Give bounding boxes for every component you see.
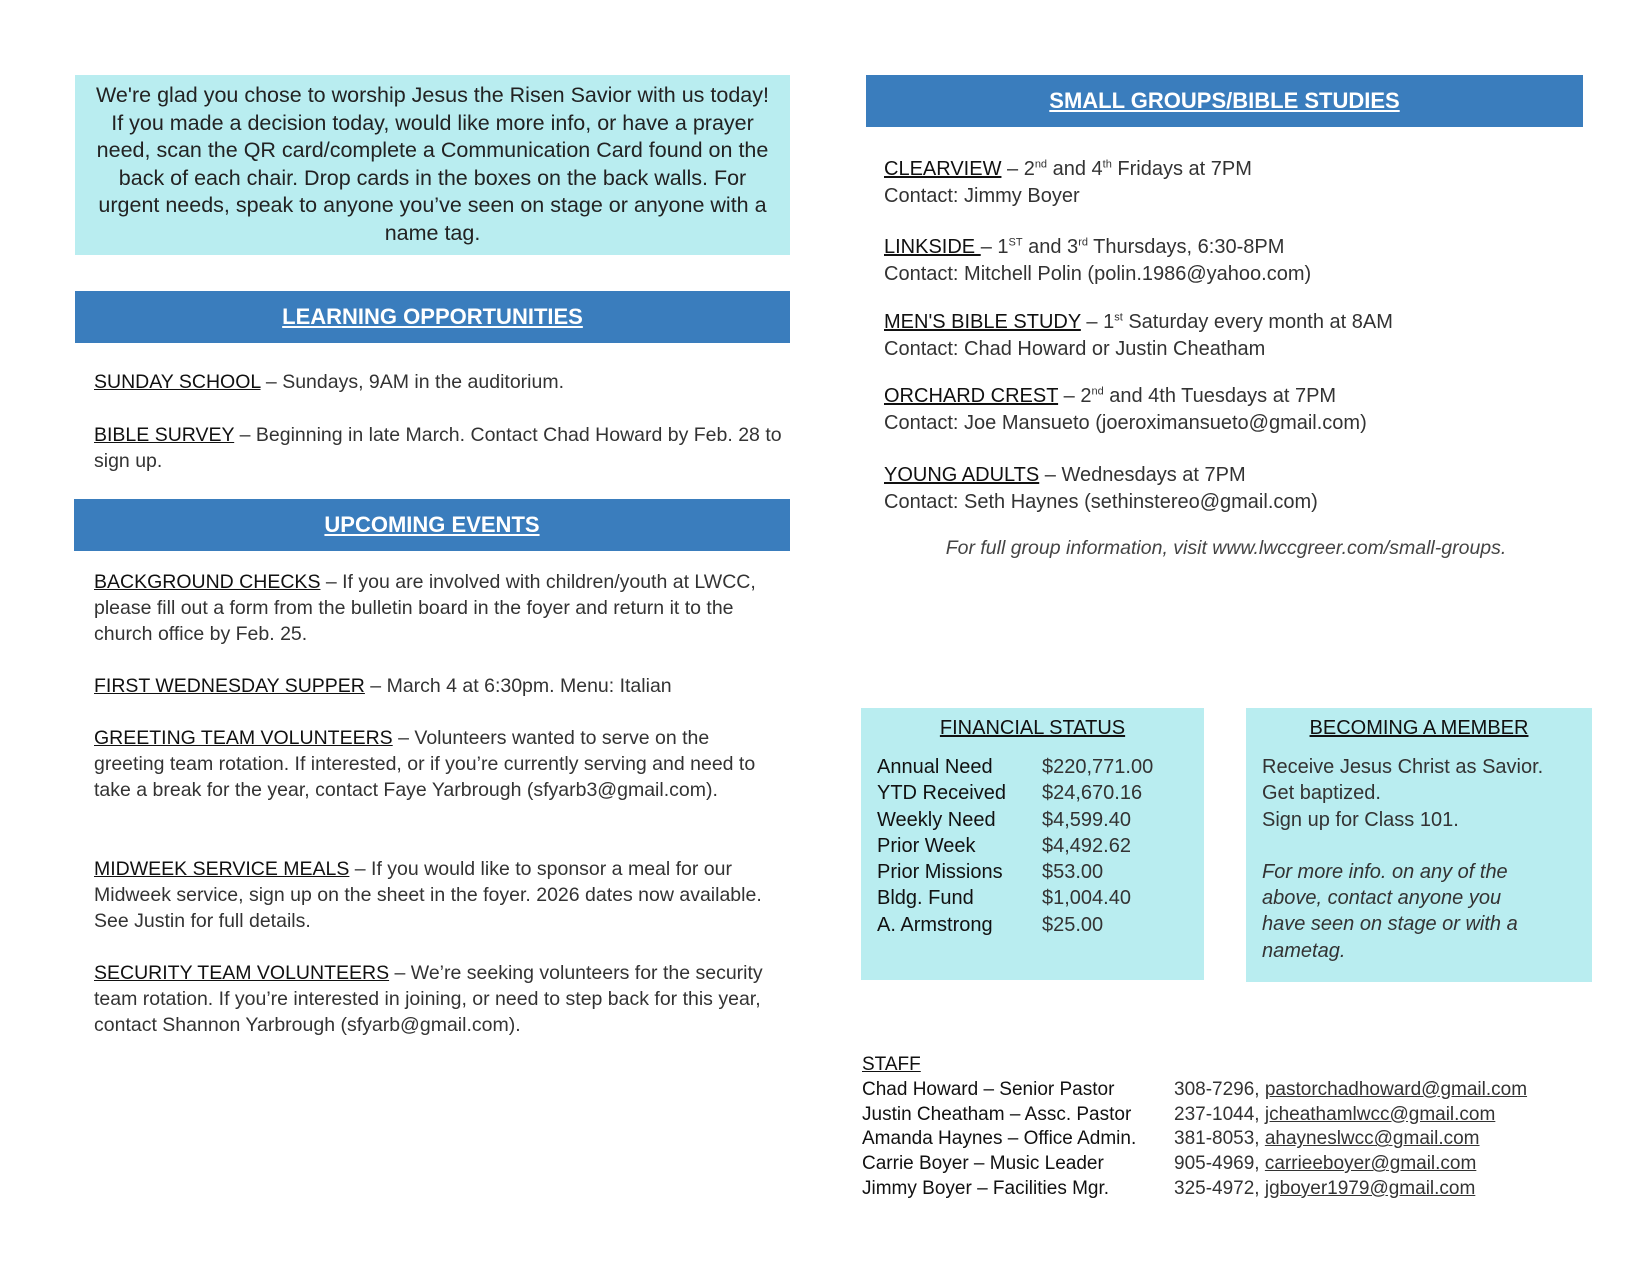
financial-value: $25.00 (1042, 913, 1104, 936)
financial-status-box (861, 708, 1204, 980)
item-label: MIDWEEK SERVICE MEALS (94, 858, 350, 880)
item-text: – Volunteers wanted to serve on the greeting team rotation. If interested, or if you’re currently serving and need to take a break for the year, contact Faye Yarbrough (sfyarb3@gmail.com). (94, 727, 756, 801)
learning-item-sunday-school (94, 369, 784, 395)
item-text: – Sundays, 9AM in the auditorium. (260, 371, 565, 393)
financial-row (877, 833, 1204, 859)
event-midweek-meals (94, 856, 784, 934)
item-text: – If you would like to sponsor a meal for our Midweek service, sign up on the sheet in the foyer. 2026 dates now available. See Justin for full details. (94, 858, 762, 932)
learning-header (75, 291, 790, 343)
group-contact: Contact: Seth Haynes (sethinstereo@gmail.com) (884, 490, 1318, 513)
ordinal-sup: th (1102, 158, 1112, 171)
welcome-text: We're glad you chose to worship Jesus the Risen Savior with us today! If you made a decision today, would like more info, or have a prayer need, scan the QR card/complete a Communication Card found on the back of each chair. Drop cards in the boxes on the back walls. For urgent needs, speak to anyone you’ve seen on stage or anyone with a name tag. (96, 83, 769, 245)
staff-contact (1174, 1078, 1527, 1103)
financial-value: $4,492.62 (1042, 834, 1131, 857)
item-text: – We’re seeking volunteers for the security team rotation. If you’re interested in joining, or need to step back for this year, contact Shannon Yarbrough (sfyarb@gmail.com). (94, 962, 763, 1036)
staff-phone: 308-7296, (1174, 1078, 1265, 1100)
group-clearview (884, 156, 1584, 209)
financial-title: FINANCIAL STATUS (939, 717, 1126, 739)
group-line (884, 309, 1584, 336)
membership-note: For more info. on any of the above, contact anyone you have seen on stage or with a nametag. (1262, 860, 1518, 962)
group-schedule: – 1 (980, 236, 1009, 258)
item-label: BACKGROUND CHECKS (94, 571, 321, 593)
small-groups-header (866, 75, 1583, 127)
group-schedule: and 4 (1047, 158, 1103, 180)
financial-value: $4,599.40 (1042, 808, 1131, 831)
group-line (884, 156, 1584, 183)
group-linkside (884, 234, 1584, 287)
group-contact: Contact: Chad Howard or Justin Cheatham (884, 337, 1266, 360)
group-schedule: – 1 (1080, 311, 1115, 333)
financial-label: Prior Week (877, 834, 976, 857)
group-orchard-crest (884, 383, 1584, 436)
staff-name: Carrie Boyer – Music Leader (862, 1153, 1104, 1175)
financial-label: YTD Received (877, 782, 1006, 805)
ordinal-sup: st (1114, 311, 1123, 324)
staff-contact (1174, 1177, 1475, 1202)
membership-step: Receive Jesus Christ as Savior. (1262, 756, 1544, 778)
group-schedule: Saturday every month at 8AM (1122, 311, 1393, 333)
staff-contact (1174, 1152, 1476, 1177)
staff-row (862, 1103, 1602, 1128)
ordinal-sup: ST (1008, 236, 1023, 249)
event-security-team (94, 960, 784, 1038)
staff-name: Jimmy Boyer – Facilities Mgr. (862, 1177, 1110, 1199)
financial-row (877, 859, 1204, 885)
staff-name: Amanda Haynes – Office Admin. (862, 1128, 1137, 1150)
financial-label: Bldg. Fund (877, 887, 974, 910)
item-label: SUNDAY SCHOOL (94, 371, 261, 393)
membership-step: Get baptized. (1262, 782, 1381, 805)
item-label: FIRST WEDNESDAY SUPPER (94, 675, 365, 697)
staff-phone: 381-8053, (1174, 1128, 1265, 1150)
financial-row (877, 807, 1204, 833)
group-label: MEN'S BIBLE STUDY (884, 311, 1081, 333)
staff-phone: 325-4972, (1174, 1177, 1265, 1199)
financial-row (877, 885, 1204, 911)
item-label: GREETING TEAM VOLUNTEERS (94, 727, 393, 749)
staff-row (862, 1152, 1602, 1177)
staff-row (862, 1127, 1602, 1152)
events-title: UPCOMING EVENTS (324, 512, 540, 537)
group-contact: Contact: Mitchell Polin (polin.1986@yahoo.com) (884, 262, 1312, 285)
group-line (884, 462, 1584, 489)
staff-contact (1174, 1127, 1480, 1152)
staff-email-link[interactable]: carrieeboyer@gmail.com (1264, 1153, 1477, 1175)
financial-value: $1,004.40 (1042, 887, 1131, 910)
staff-email-link[interactable]: jgboyer1979@gmail.com (1264, 1177, 1476, 1199)
learning-title: LEARNING OPPORTUNITIES (282, 304, 583, 329)
staff-section (862, 1053, 1602, 1202)
item-label: SECURITY TEAM VOLUNTEERS (94, 962, 390, 984)
staff-name: Chad Howard – Senior Pastor (862, 1078, 1115, 1100)
staff-contact (1174, 1103, 1495, 1128)
membership-title: BECOMING A MEMBER (1309, 717, 1529, 739)
group-label: YOUNG ADULTS (884, 464, 1040, 486)
group-schedule: – 2 (1058, 385, 1092, 407)
financial-label: Prior Missions (877, 861, 1003, 884)
staff-email-link[interactable]: jcheathamlwcc@gmail.com (1264, 1103, 1496, 1125)
small-groups-title: SMALL GROUPS/BIBLE STUDIES (1049, 88, 1400, 113)
group-label: CLEARVIEW (884, 158, 1002, 180)
staff-row (862, 1078, 1602, 1103)
financial-label: Weekly Need (877, 808, 996, 831)
financial-value: $53.00 (1042, 861, 1104, 884)
staff-name: Justin Cheatham – Assc. Pastor (862, 1103, 1132, 1125)
learning-item-bible-survey (94, 422, 784, 474)
group-young-adults (884, 462, 1584, 515)
group-schedule: Fridays at 7PM (1111, 158, 1252, 180)
staff-phone: 905-4969, (1174, 1153, 1265, 1175)
event-greeting-team (94, 725, 784, 803)
item-label: BIBLE SURVEY (94, 424, 235, 446)
welcome-box (75, 75, 790, 255)
item-text: – March 4 at 6:30pm. Menu: Italian (364, 675, 672, 697)
group-schedule: and 3 (1022, 236, 1079, 258)
item-text: – If you are involved with children/youth at LWCC, please fill out a form from the bulletin board in the foyer and return it to the church office by Feb. 25. (94, 571, 756, 645)
group-line (884, 234, 1584, 261)
group-label: LINKSIDE (884, 236, 981, 258)
financial-row (877, 754, 1204, 780)
ordinal-sup: nd (1091, 385, 1104, 398)
group-contact: Contact: Jimmy Boyer (884, 184, 1080, 207)
group-label: ORCHARD CREST (884, 385, 1059, 407)
events-header (74, 499, 790, 551)
group-line (884, 383, 1584, 410)
group-schedule: – 2 (1001, 158, 1035, 180)
group-schedule: Thursdays, 6:30-8PM (1087, 236, 1285, 258)
small-groups-note (866, 537, 1586, 560)
staff-title: STAFF (862, 1054, 921, 1075)
event-first-wednesday-supper (94, 673, 784, 699)
financial-value: $24,670.16 (1042, 782, 1143, 805)
financial-label: A. Armstrong (877, 913, 993, 936)
staff-email-link[interactable]: pastorchadhoward@gmail.com (1264, 1078, 1528, 1100)
event-background-checks (94, 569, 784, 647)
financial-row (877, 780, 1204, 806)
membership-box (1246, 708, 1592, 982)
ordinal-sup: nd (1034, 158, 1048, 171)
group-schedule: and 4th Tuesdays at 7PM (1103, 385, 1337, 407)
membership-step: Sign up for Class 101. (1262, 808, 1459, 831)
item-text: – Beginning in late March. Contact Chad Howard by Feb. 28 to sign up. (94, 424, 782, 472)
staff-phone: 237-1044, (1174, 1103, 1265, 1125)
financial-value: $220,771.00 (1042, 756, 1154, 778)
group-schedule: – Wednesdays at 7PM (1039, 464, 1246, 486)
note-text: For full group information, visit www.lwccgreer.com/small-groups. (945, 537, 1507, 559)
ordinal-sup: rd (1078, 236, 1088, 249)
financial-row (877, 912, 1204, 938)
staff-email-link[interactable]: ahayneslwcc@gmail.com (1264, 1128, 1480, 1150)
staff-row (862, 1177, 1602, 1202)
financial-label: Annual Need (877, 756, 993, 778)
group-mens-bible-study (884, 309, 1584, 362)
group-contact: Contact: Joe Mansueto (joeroximansueto@gmail.com) (884, 411, 1367, 434)
